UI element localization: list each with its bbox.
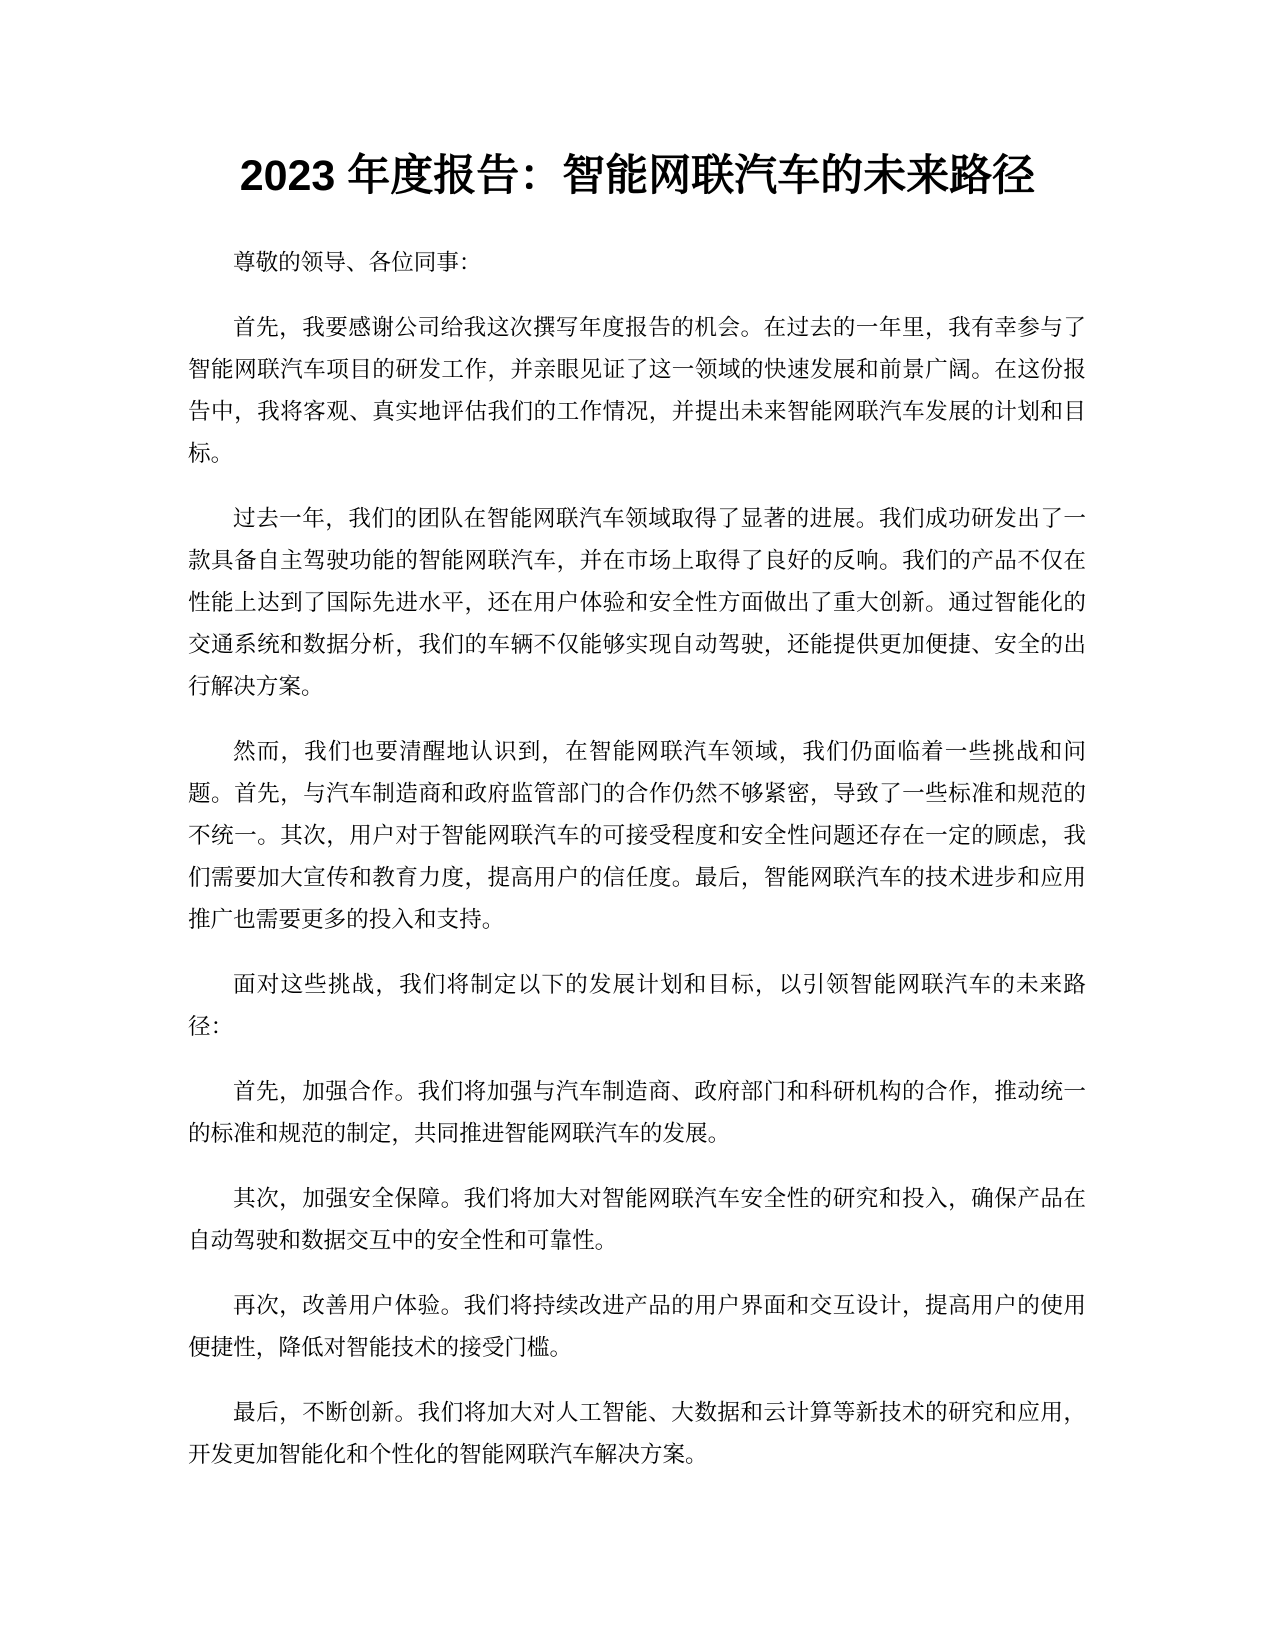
paragraph-introduction: 首先，我要感谢公司给我这次撰写年度报告的机会。在过去的一年里，我有幸参与了智能网联汽车项目的研发工作，并亲眼见证了这一领域的快速发展和前景广阔。在这份报告中，我将客观、真实地评估我们的工作情况，并提出未来智能网联汽车发展的计划和目标。 — [188, 315, 1086, 467]
paragraph-innovation: 最后，不断创新。我们将加大对人工智能、大数据和云计算等新技术的研究和应用，开发更加智能化和个性化的智能网联汽车解决方案。 — [188, 1400, 1086, 1468]
paragraph-safety: 其次，加强安全保障。我们将加大对智能网联汽车安全性的研究和投入，确保产品在自动驾驶和数据交互中的安全性和可靠性。 — [188, 1186, 1086, 1254]
document-body — [188, 242, 1086, 1499]
paragraph-salutation: 尊敬的领导、各位同事： — [233, 250, 482, 276]
document-title: 2023 年度报告：智能网联汽车的未来路径 — [239, 152, 1036, 200]
paragraph-user-experience: 再次，改善用户体验。我们将持续改进产品的用户界面和交互设计，提高用户的使用便捷性，降低对智能技术的接受门槛。 — [188, 1293, 1086, 1361]
paragraph-cooperation: 首先，加强合作。我们将加强与汽车制造商、政府部门和科研机构的合作，推动统一的标准和规范的制定，共同推进智能网联汽车的发展。 — [188, 1079, 1086, 1147]
paragraph-plan-intro: 面对这些挑战，我们将制定以下的发展计划和目标，以引领智能网联汽车的未来路径： — [188, 972, 1086, 1040]
paragraph-challenges: 然而，我们也要清醒地认识到，在智能网联汽车领域，我们仍面临着一些挑战和问题。首先，与汽车制造商和政府监管部门的合作仍然不够紧密，导致了一些标准和规范的不统一。其次，用户对于智能网联汽车的可接受程度和安全性问题还存在一定的顾虑，我们需要加大宣传和教育力度，提高用户的信任度。最后，智能网联汽车的技术进步和应用推广也需要更多的投入和支持。 — [188, 739, 1086, 933]
paragraph-progress: 过去一年，我们的团队在智能网联汽车领域取得了显著的进展。我们成功研发出了一款具备自主驾驶功能的智能网联汽车，并在市场上取得了良好的反响。我们的产品不仅在性能上达到了国际先进水平，还在用户体验和安全性方面做出了重大创新。通过智能化的交通系统和数据分析，我们的车辆不仅能够实现自动驾驶，还能提供更加便捷、安全的出行解决方案。 — [188, 506, 1086, 700]
